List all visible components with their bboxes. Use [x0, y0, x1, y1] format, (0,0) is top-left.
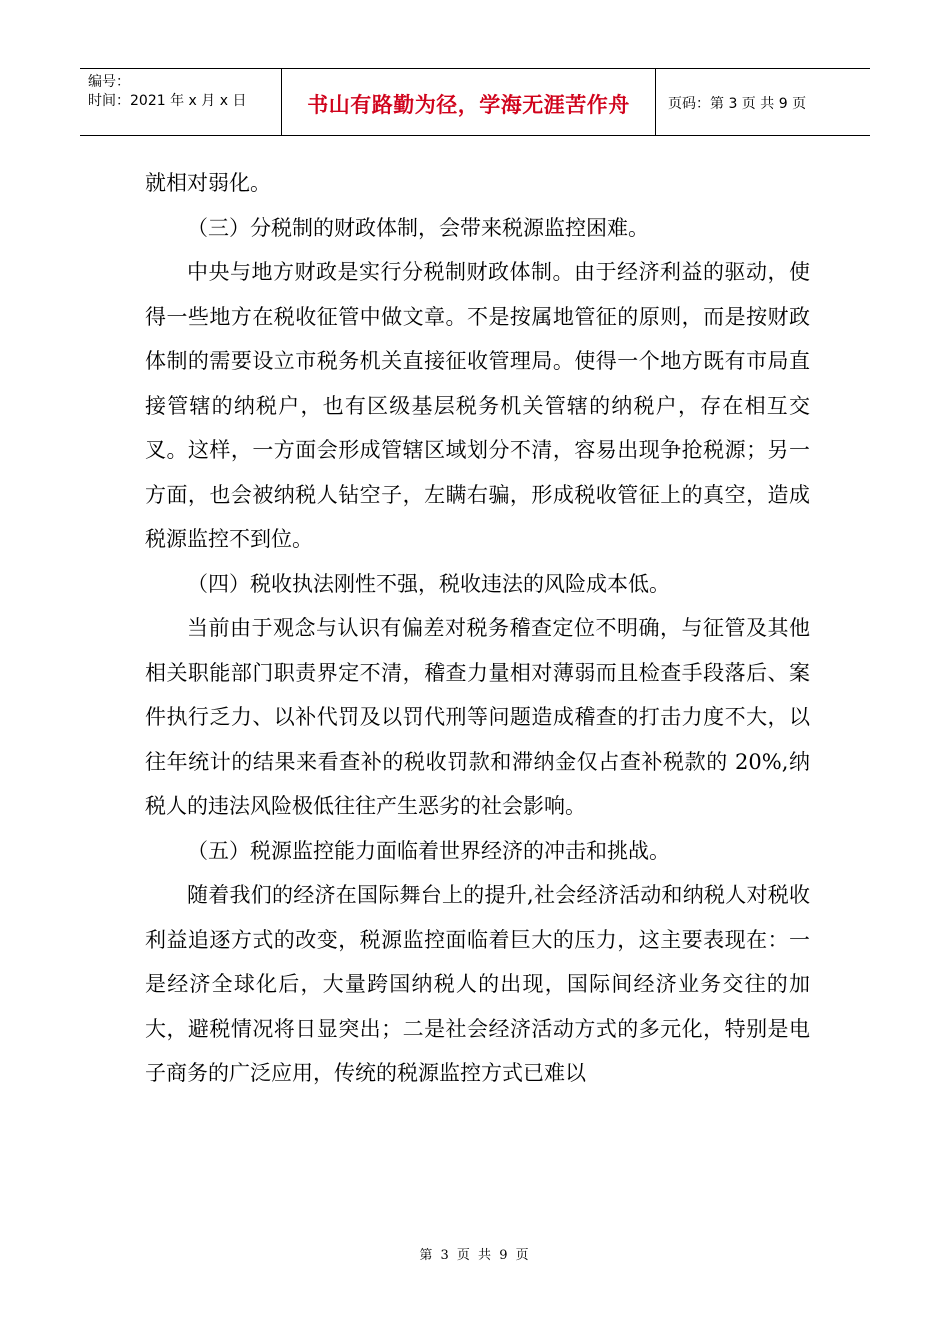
header-motto: 书山有路勤为径，学海无涯苦作舟: [307, 93, 630, 117]
body-paragraph: 就相对弱化。: [145, 171, 271, 195]
document-date-label: 时间：2021 年 x 月 x 日: [88, 93, 247, 109]
header-page-cell: [656, 69, 870, 135]
page-footer: 第 3 页 共 9 页: [419, 1248, 531, 1263]
section-heading-5: （五）税源监控能力面临着世界经济的冲击和挑战。: [187, 838, 670, 863]
body-paragraph: 当前由于观念与认识有偏差对税务稽查定位不明确，与征管及其他相关职能部门职责界定不清，稽查力量相对薄弱而且检查手段落后、案件执行乏力、以补代罚及以罚代刑等问题造成稽查的打击力度不大，以往年统计的结果来看查补的税收罚款和滞纳金仅占查补税款的 20%,纳税人的违法风险极低往往产生恶劣的社会影响。: [145, 616, 810, 818]
document-number-label: 编号：: [88, 74, 130, 90]
body-paragraph: 中央与地方财政是实行分税制财政体制。由于经济利益的驱动，使得一些地方在税收征管中做文章。不是按属地管征的原则，而是按财政体制的需要设立市税务机关直接征收管理局。使得一个地方既有市局直接管辖的纳税户，也有区级基层税务机关管辖的纳税户，存在相互交叉。这样，一方面会形成管辖区域划分不清，容易出现争抢税源；另一方面，也会被纳税人钻空子，左瞒右骗，形成税收管征上的真空，造成税源监控不到位。: [145, 260, 810, 551]
body-paragraph: 随着我们的经济在国际舞台上的提升,社会经济活动和纳税人对税收利益追逐方式的改变，税源监控面临着巨大的压力，这主要表现在：一是经济全球化后，大量跨国纳税人的出现，国际间经济业务交往的加大，避税情况将日显突出；二是社会经济活动方式的多元化，特别是电子商务的广泛应用，传统的税源监控方式已难以: [145, 883, 810, 1085]
document-header: [80, 68, 870, 136]
header-page-number: 页码：第 3 页 共 9 页: [668, 96, 807, 112]
header-meta-cell: [80, 69, 282, 135]
section-heading-4: （四）税收执法刚性不强，税收违法的风险成本低。: [187, 571, 670, 596]
document-body: [145, 161, 810, 1096]
header-motto-cell: [282, 69, 656, 135]
section-heading-3: （三）分税制的财政体制，会带来税源监控困难。: [187, 215, 649, 240]
